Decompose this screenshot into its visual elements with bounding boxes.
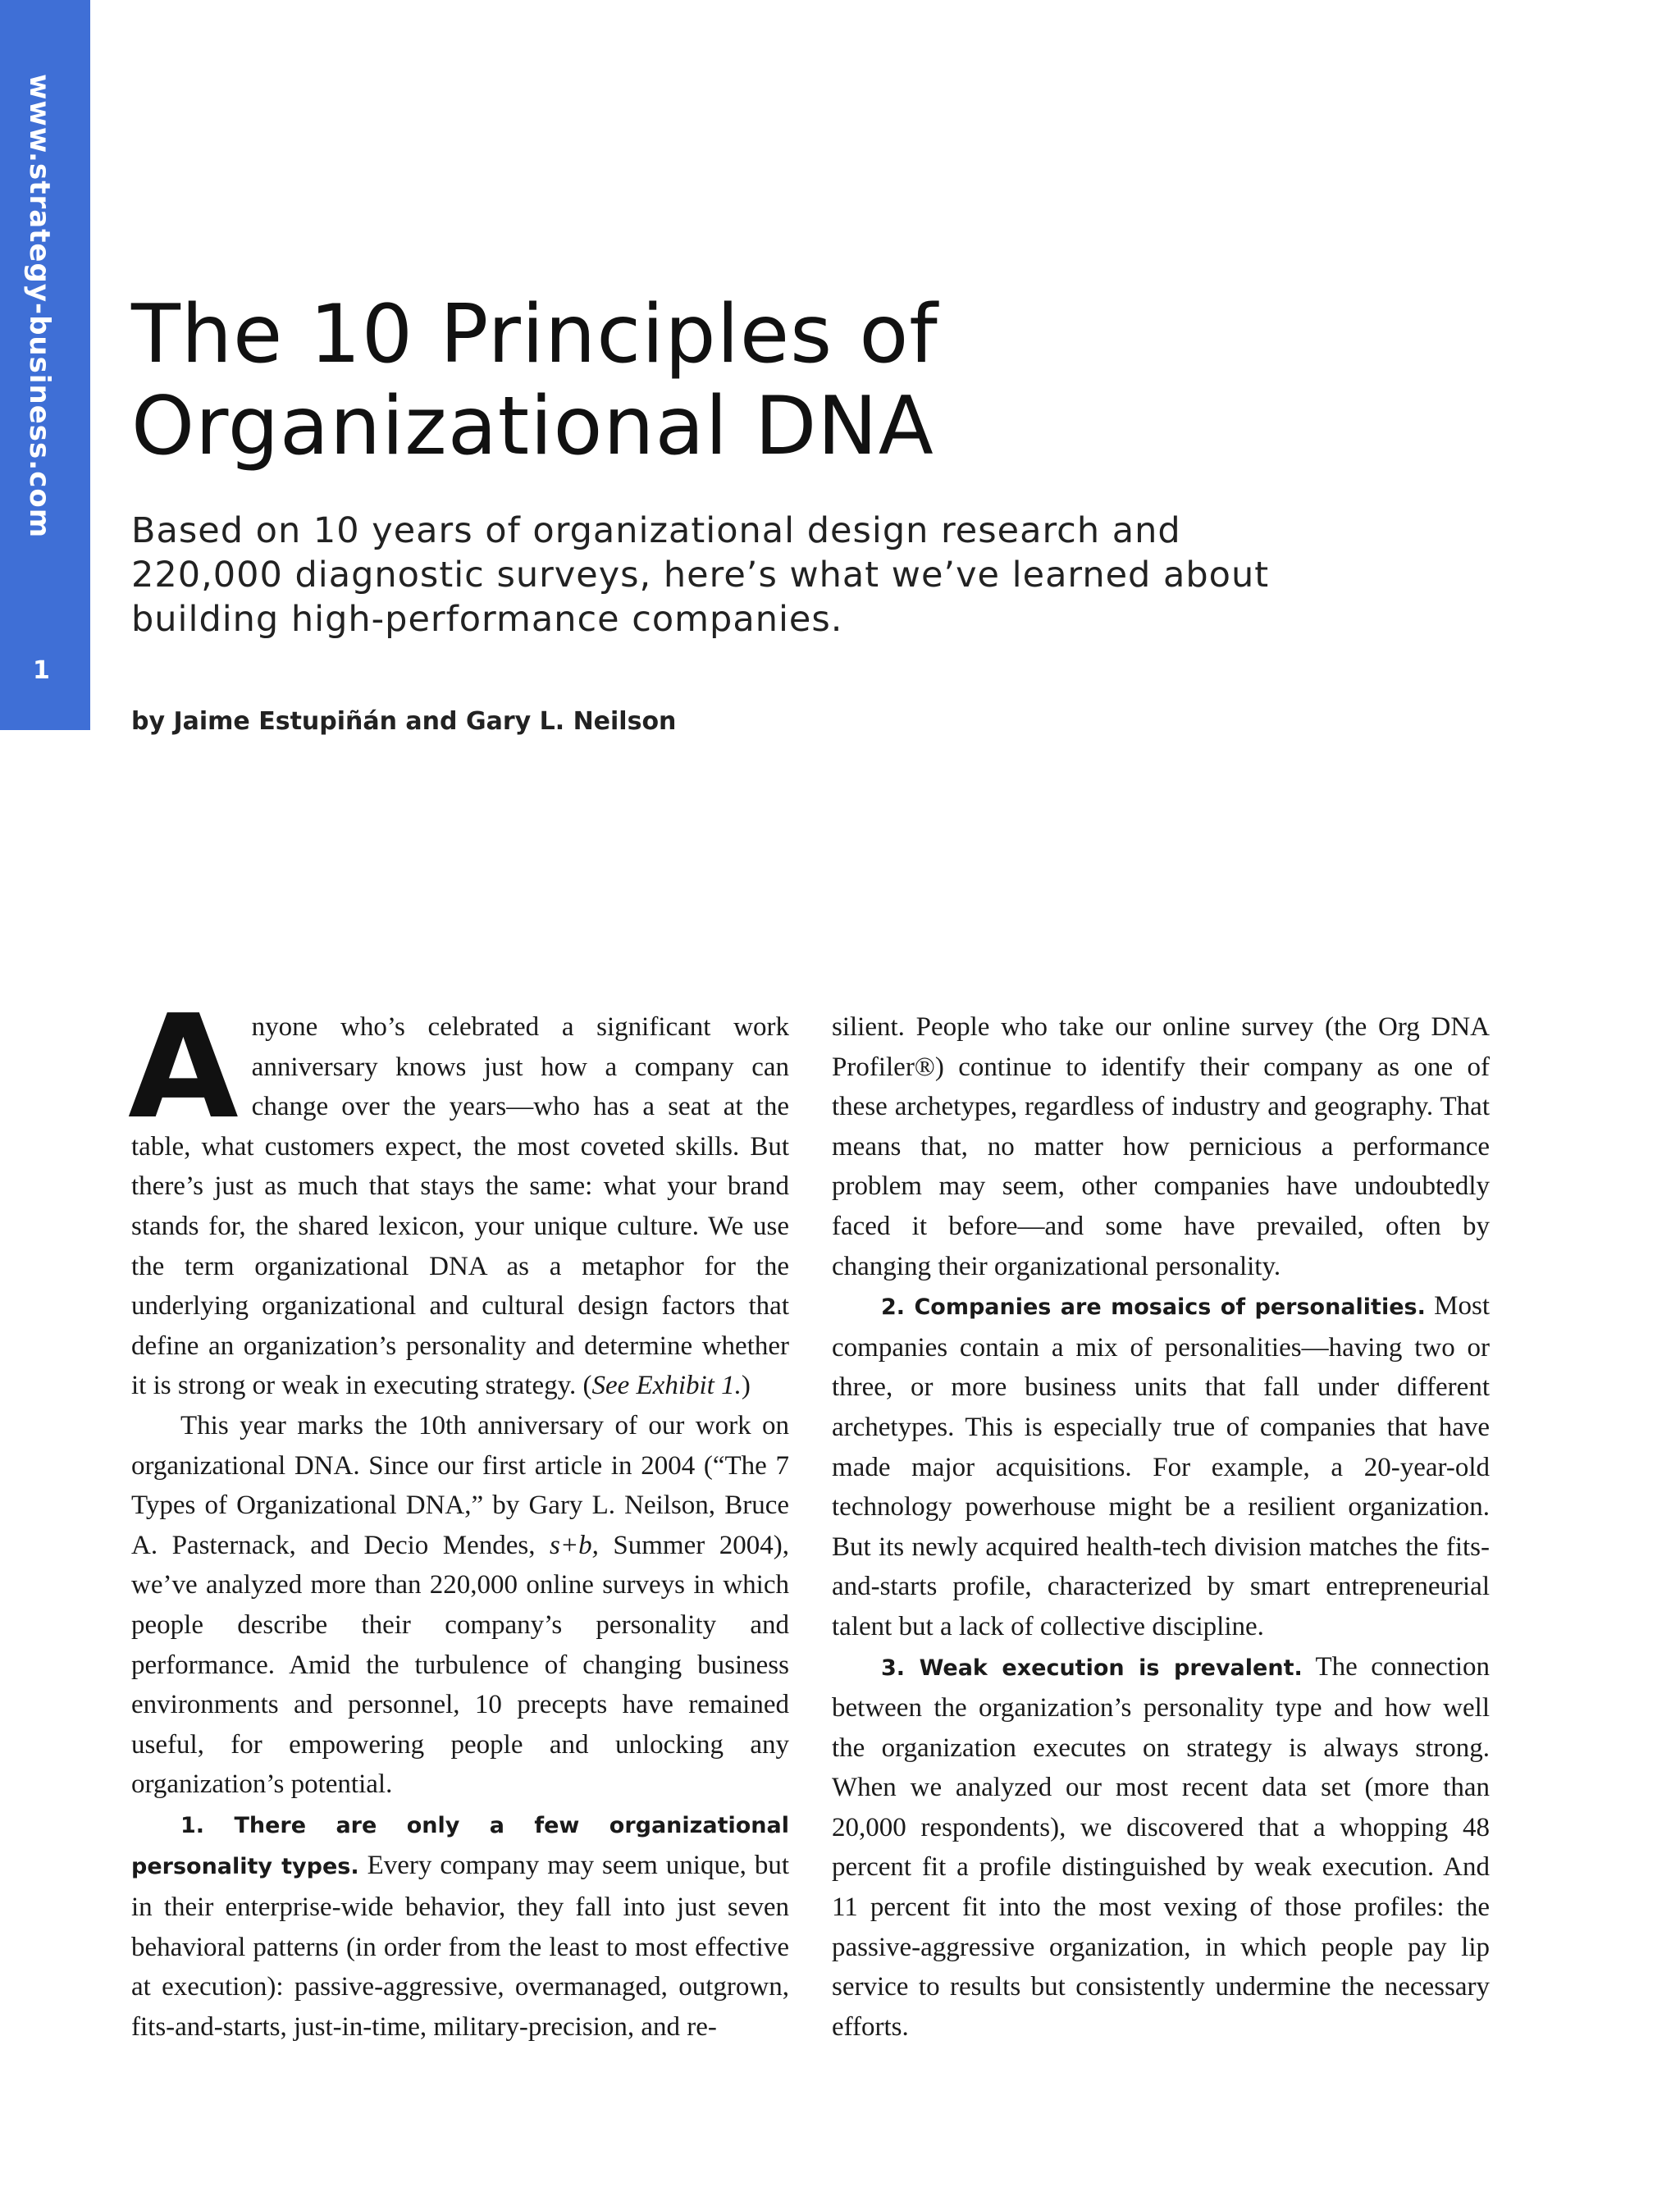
principle-2-text: Most companies contain a mix of personalities—having two or three, or more business units that fall under different archetypes. This is especially true of companies that have made major acquisitions. For example, a 20-year-old technology powerhouse might be a resilient organization. But its newly acquired health-tech division matches the fits-and-starts profile, characterized by smart entrepreneurial talent but a lack of collective discipline.: [832, 1291, 1490, 1641]
article-subtitle: Based on 10 years of organizational design research and 220,000 diagnostic surveys, here’s what we’ve learned about building high-performance companies.: [131, 510, 1270, 640]
paragraph-principle-3: [832, 1647, 1490, 2048]
intro-text: nyone who’s celebrated a significant work anniversary knows just how a company can change over the years—who has a seat at the table, what customers expect, the most coveted skills. But there’s just as much that stays the same: what your brand stands for, the shared lexicon, your unique culture. We use the term organizational DNA as a metaphor for the underlying organizational and cultural design factors that define an organization’s personality and determine whether it is strong or weak in executing strategy. (: [131, 1012, 789, 1401]
paragraph-anniversary: [131, 1406, 789, 1805]
body-column-right: [832, 1007, 1490, 2047]
principle-3-text: The connection between the organization’s personality type and how well the organization executes on strategy is always strong. When we analyzed our most recent data set (more than 20,000 respondents), we discovered that a whopping 48 percent fit a profile distinguished by weak execution. And 11 percent fit into the most vexing of those profiles: the passive-aggressive organization, in which people pay lip service to results but consistently undermine the necessary efforts.: [832, 1651, 1490, 2042]
page-number: 1: [33, 656, 50, 685]
body-column-left: [128, 984, 789, 2047]
principle-1-text: Every company may seem unique, but in their enterprise-wide behavior, they fall into just seven behavioral patterns (in order from the least to most effective at execution): passive-aggressive, overmanaged, outgrown, fits-and-starts, just-in-time, military-precision, and re-: [131, 1851, 789, 2042]
title-line-2: Organizational DNA: [131, 380, 934, 473]
exhibit-reference: See Exhibit 1.: [591, 1371, 742, 1401]
principle-3-heading: 3. Weak execution is prevalent.: [881, 1655, 1303, 1681]
anniversary-text-b: Summer 2004), we’ve analyzed more than 220,000 online surveys in which people describe their company’s personality and performance. Amid the turbulence of changing business environments and personnel, 10 precepts have remained useful, for empowering people and unlocking any organization’s potential.: [131, 1530, 789, 1800]
anniversary-text-a: This year marks the 10th anniversary of our work on organizational DNA. Since our first article in 2004 (“The 7 Types of Organizational DNA,” by Gary L. Neilson, Bruce A. Pasternack, and Decio Mendes,: [131, 1410, 789, 1560]
paragraph-principle-1: [131, 1805, 789, 2048]
title-line-1: The 10 Principles of: [131, 288, 938, 381]
article-byline: by Jaime Estupiñán and Gary L. Neilson: [131, 707, 677, 736]
publication-name: s+b,: [550, 1530, 599, 1560]
paragraph-principle-1-continued: silient. People who take our online survey (the Org DNA Profiler®) continue to identify their company as one of these archetypes, regardless of industry and geography. That means that, no matter how pernicious a performance problem may seem, other companies have undoubtedly faced it before—and some have prevailed, often by changing their organizational personality.: [832, 1012, 1490, 1281]
intro-close: ): [741, 1371, 751, 1401]
principle-1-heading: 1. There are only a few organizational personality types.: [131, 1812, 789, 1880]
site-url[interactable]: www.strategy-business.com: [23, 74, 56, 539]
paragraph-principle-2: [832, 1286, 1490, 1646]
principle-2-heading: 2. Companies are mosaics of personalities.: [881, 1294, 1426, 1321]
drop-cap: A: [128, 984, 239, 1151]
article-title: [131, 289, 1526, 472]
paragraph-intro: [128, 984, 789, 1406]
